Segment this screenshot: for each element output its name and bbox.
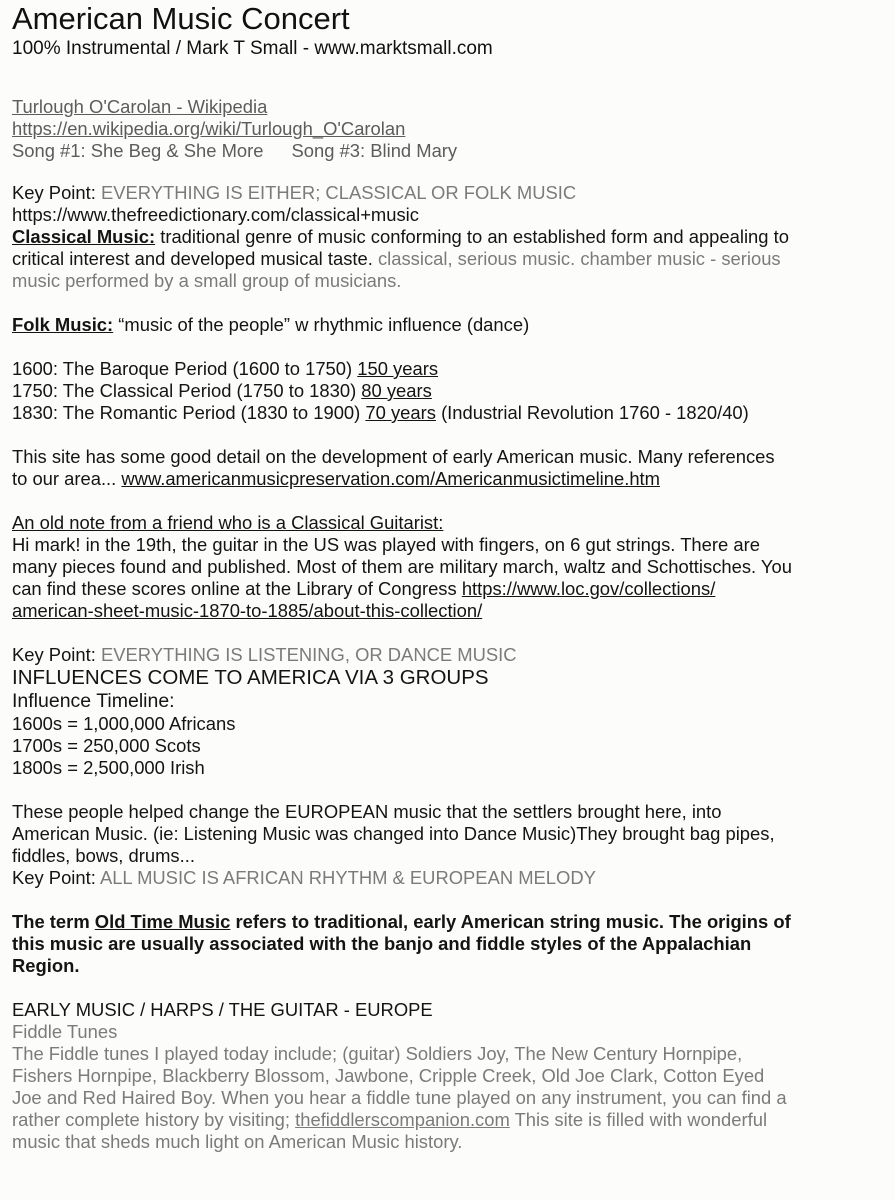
period-row: 1830: The Romantic Period (1830 to 1900) 70 years (Industrial Revolution 1760 - 1820/40) <box>12 402 749 423</box>
fiddlers-companion-link[interactable]: thefiddlerscompanion.com <box>295 1109 510 1130</box>
freedictionary-url[interactable]: https://www.thefreedictionary.com/classical+music <box>12 204 419 225</box>
friend-note-line-2: many pieces found and published. Most of them are military march, waltz and Schottisches. You <box>12 556 792 577</box>
loc-link-continued[interactable]: american-sheet-music-1870-to-1885/about-this-collection/ <box>12 600 483 621</box>
classical-definition-line-1: Classical Music: traditional genre of music conforming to an established form and appealing to <box>12 226 789 247</box>
period-row: 1600: The Baroque Period (1600 to 1750) 150 years <box>12 358 439 379</box>
classical-term: Classical Music: <box>12 226 156 247</box>
old-time-line-1: The term Old Time Music refers to traditional, early American string music. The origins of <box>12 911 791 932</box>
european-line-1: These people helped change the EUROPEAN music that the settlers brought here, into <box>12 801 722 822</box>
influence-row: 1800s = 2,500,000 Irish <box>12 757 205 778</box>
key-point-label: Key Point: <box>12 867 96 888</box>
fiddle-line-4: rather complete history by visiting; thefiddlerscompanion.com This site is filled with wonderful <box>12 1109 768 1130</box>
old-time-term: Old Time Music <box>94 911 231 932</box>
european-line-2: American Music. (ie: Listening Music was changed into Dance Music)They brought bag pipes, <box>12 823 775 844</box>
old-time-line-2: this music are usually associated with the banjo and fiddle styles of the Appalachian <box>12 933 752 954</box>
song-1: Song #1: She Beg & She More <box>12 140 264 161</box>
loc-link[interactable]: https://www.loc.gov/collections/ <box>461 578 716 599</box>
page-subtitle: 100% Instrumental / Mark T Small - www.marktsmall.com <box>12 38 493 59</box>
site-note-line-1: This site has some good detail on the development of early American music. Many references <box>12 446 775 467</box>
classical-definition-line-2: critical interest and developed musical taste. classical, serious music. chamber music - serious <box>12 248 781 269</box>
fiddle-line-1: The Fiddle tunes I played today include; (guitar) Soldiers Joy, The New Century Hornpipe, <box>12 1043 743 1064</box>
page-title: American Music Concert <box>12 1 350 36</box>
key-point-text: EVERYTHING IS LISTENING, OR DANCE MUSIC <box>100 644 517 665</box>
site-note-line-2: to our area... www.americanmusicpreservation.com/Americanmusictimeline.htm <box>12 468 660 489</box>
early-music-heading: EARLY MUSIC / HARPS / THE GUITAR - EUROPE <box>12 999 433 1020</box>
fiddle-line-2: Fishers Hornpipe, Blackberry Blossom, Jawbone, Cripple Creek, Old Joe Clark, Cotton Eyed <box>12 1065 765 1086</box>
european-line-3: fiddles, bows, drums... <box>12 845 195 866</box>
song-list <box>12 140 883 162</box>
friend-note-line-3: can find these scores online at the Library of Congress https://www.loc.gov/collections/ <box>12 578 716 599</box>
period-row: 1750: The Classical Period (1750 to 1830) 80 years <box>12 380 432 401</box>
music-preservation-link[interactable]: www.americanmusicpreservation.com/Americanmusictimeline.htm <box>121 468 660 489</box>
influence-row: 1600s = 1,000,000 Africans <box>12 713 236 734</box>
old-time-line-3: Region. <box>12 955 80 976</box>
key-point-text: ALL MUSIC IS AFRICAN RHYTHM & EUROPEAN MELODY <box>99 867 596 888</box>
fiddle-line-5: music that sheds much light on American Music history. <box>12 1131 463 1152</box>
wikipedia-link-url[interactable]: https://en.wikipedia.org/wiki/Turlough_O'Carolan <box>12 118 406 139</box>
friend-note-line-1: Hi mark! in the 19th, the guitar in the US was played with fingers, on 6 gut strings. There are <box>12 534 760 555</box>
folk-definition: Folk Music: “music of the people” w rhythmic influence (dance) <box>12 314 530 335</box>
song-3: Song #3: Blind Mary <box>291 140 458 161</box>
key-point-3 <box>12 867 883 889</box>
influence-timeline-label: Influence Timeline: <box>12 690 175 712</box>
key-point-2 <box>12 644 883 666</box>
folk-term: Folk Music: <box>12 314 114 335</box>
key-point-text: EVERYTHING IS EITHER; CLASSICAL OR FOLK MUSIC <box>100 182 577 203</box>
key-point-label: Key Point: <box>12 644 96 665</box>
key-point-1 <box>12 182 883 204</box>
friend-note-heading: An old note from a friend who is a Classical Guitarist: <box>12 512 444 533</box>
influences-heading: INFLUENCES COME TO AMERICA VIA 3 GROUPS <box>12 666 489 689</box>
influence-row: 1700s = 250,000 Scots <box>12 735 201 756</box>
key-point-label: Key Point: <box>12 182 96 203</box>
fiddle-tunes-subheading: Fiddle Tunes <box>12 1021 118 1042</box>
classical-definition-line-3: music performed by a small group of musicians. <box>12 270 402 291</box>
fiddle-line-3: Joe and Red Haired Boy. When you hear a fiddle tune played on any instrument, you can find a <box>12 1087 787 1108</box>
wikipedia-link-title[interactable]: Turlough O'Carolan - Wikipedia <box>12 96 268 117</box>
